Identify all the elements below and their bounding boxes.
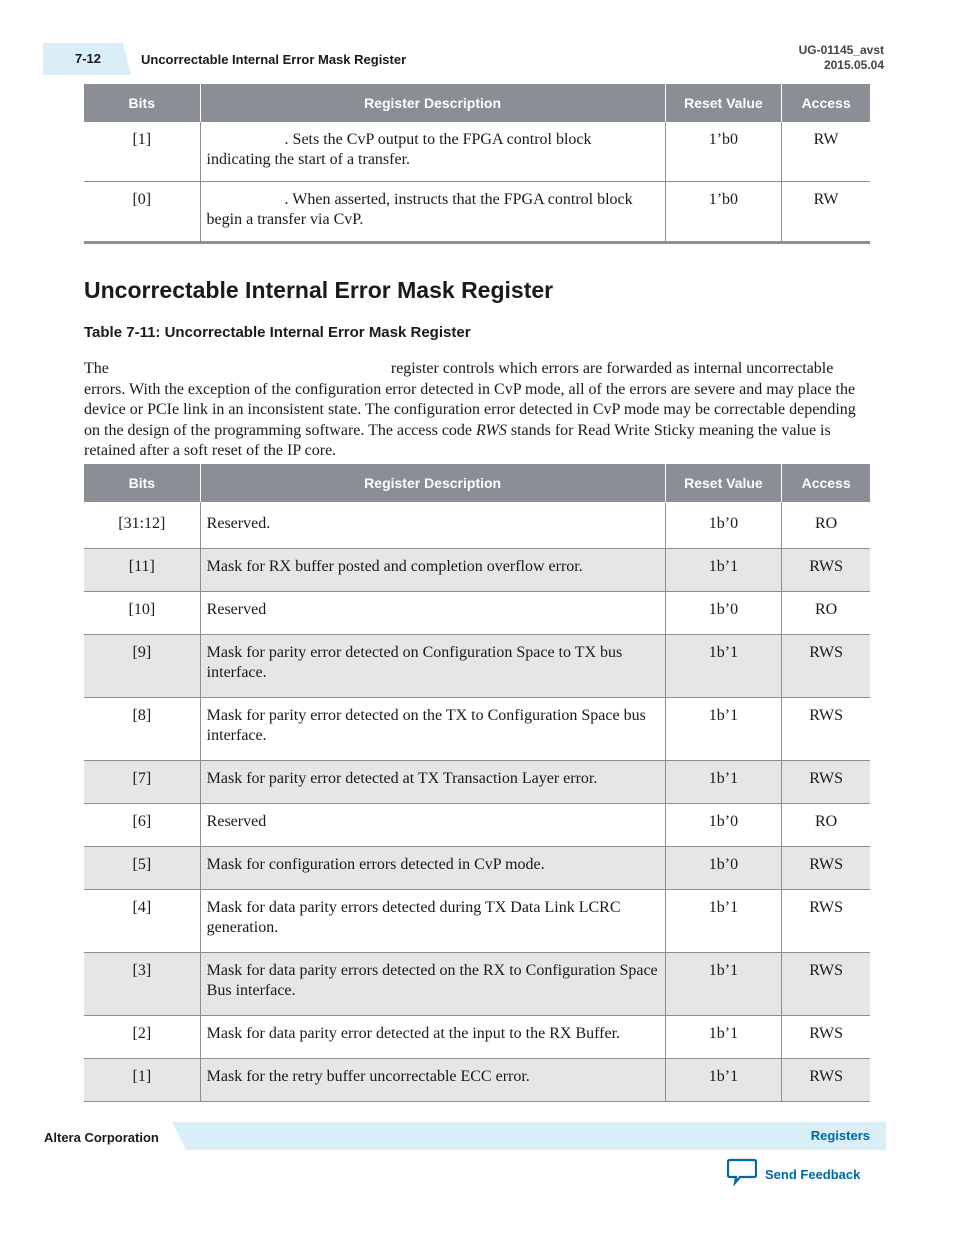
description-cell	[200, 122, 665, 182]
table-row	[84, 890, 870, 953]
header-description: Register Description	[200, 464, 665, 502]
reset-value-cell: 1b’1	[665, 890, 782, 953]
reset-value-cell: 1b’0	[665, 592, 782, 635]
description-cell: Mask for data parity errors detected on the RX to Configuration Space Bus interface.	[200, 953, 665, 1016]
document-id: UG-01145_avst	[798, 43, 884, 57]
header-reset-value: Reset Value	[665, 84, 782, 122]
access-cell: RWS	[782, 549, 870, 592]
description-cell: Reserved	[200, 804, 665, 847]
access-cell: RWS	[782, 698, 870, 761]
table-row	[84, 182, 870, 243]
intro-start: The	[84, 360, 109, 377]
reset-value-cell: 1b’1	[665, 1016, 782, 1059]
reset-value-cell: 1b’0	[665, 502, 782, 549]
reset-value-cell: 1b’1	[665, 953, 782, 1016]
company-name: Altera Corporation	[44, 1130, 159, 1145]
access-cell: RO	[782, 502, 870, 549]
access-cell: RWS	[782, 847, 870, 890]
table-caption: Table 7-11: Uncorrectable Internal Error Mask Register	[84, 324, 471, 341]
intro-end: stands for Read Write Sticky meaning the value is retained after a soft reset of the IP core.	[84, 421, 831, 460]
intro-paragraph	[84, 359, 870, 462]
description-cell: Mask for data parity error detected at the input to the RX Buffer.	[200, 1016, 665, 1059]
table-row	[84, 847, 870, 890]
description-cell	[200, 182, 665, 243]
intro-rest: register controls which errors are forwarded as internal uncorrectable errors. With the exception of the configuration error detected in CvP mode, all of the errors are severe and may place the device or PCIe link in an inconsistent state. The configuration error detected in CvP mode may be correctable depending on the design of the programming software. The access code	[84, 360, 856, 439]
reset-value-cell: 1b’0	[665, 847, 782, 890]
header-access: Access	[782, 84, 870, 122]
bits-cell: [4]	[84, 890, 200, 953]
bits-cell: [9]	[84, 635, 200, 698]
footer-band	[172, 1122, 886, 1150]
access-cell: RWS	[782, 761, 870, 804]
bits-cell: [6]	[84, 804, 200, 847]
table-row	[84, 592, 870, 635]
bits-cell: [3]	[84, 953, 200, 1016]
access-cell: RWS	[782, 1059, 870, 1102]
reset-value-cell: 1’b0	[665, 122, 782, 182]
table-row	[84, 804, 870, 847]
table-row	[84, 953, 870, 1016]
bits-cell: [1]	[84, 1059, 200, 1102]
description-cell: Mask for parity error detected on the TX to Configuration Space bus interface.	[200, 698, 665, 761]
bits-cell: [8]	[84, 698, 200, 761]
table-header-row	[84, 84, 870, 122]
bits-cell: [31:12]	[84, 502, 200, 549]
bits-cell: [7]	[84, 761, 200, 804]
bits-cell: [2]	[84, 1016, 200, 1059]
header-reset-value: Reset Value	[665, 464, 782, 502]
access-cell: RW	[782, 122, 870, 182]
access-cell: RO	[782, 592, 870, 635]
table-row	[84, 635, 870, 698]
reset-value-cell: 1b’1	[665, 698, 782, 761]
table-header-row	[84, 464, 870, 502]
bits-cell: [11]	[84, 549, 200, 592]
table-row	[84, 761, 870, 804]
header-access: Access	[782, 464, 870, 502]
access-cell: RO	[782, 804, 870, 847]
access-cell: RW	[782, 182, 870, 243]
document-id-block	[799, 43, 884, 73]
table-row	[84, 1059, 870, 1102]
table-row	[84, 502, 870, 549]
reset-value-cell: 1’b0	[665, 182, 782, 243]
description-cell: Reserved.	[200, 502, 665, 549]
uncorrectable-error-mask-table	[84, 464, 870, 1102]
description-cell: Mask for parity error detected at TX Transaction Layer error.	[200, 761, 665, 804]
table-row	[84, 1016, 870, 1059]
reset-value-cell: 1b’1	[665, 635, 782, 698]
page-number: 7-12	[75, 51, 102, 66]
bits-cell: [5]	[84, 847, 200, 890]
header-description: Register Description	[200, 84, 665, 122]
send-feedback-button[interactable]	[727, 1158, 860, 1191]
access-code: RWS	[476, 421, 507, 439]
header-bits: Bits	[84, 464, 200, 502]
reset-value-cell: 1b’1	[665, 1059, 782, 1102]
access-cell: RWS	[782, 890, 870, 953]
feedback-icon	[727, 1158, 757, 1191]
running-header-title: Uncorrectable Internal Error Mask Register	[141, 52, 407, 67]
document-date: 2015.05.04	[823, 58, 884, 72]
description-cell: Mask for parity error detected on Configuration Space to TX bus interface.	[200, 635, 665, 698]
description-cell: Mask for RX buffer posted and completion overflow error.	[200, 549, 665, 592]
header-bits: Bits	[84, 84, 200, 122]
access-cell: RWS	[782, 1016, 870, 1059]
access-cell: RWS	[782, 635, 870, 698]
reset-value-cell: 1b’1	[665, 761, 782, 804]
access-cell: RWS	[782, 953, 870, 1016]
reset-value-cell: 1b’0	[665, 804, 782, 847]
description-text: . When asserted, instructs that the FPGA control block begin a transfer via CvP.	[206, 191, 633, 228]
bits-cell: [1]	[84, 122, 200, 182]
section-heading: Uncorrectable Internal Error Mask Register	[84, 277, 554, 303]
description-cell: Mask for data parity errors detected during TX Data Link LCRC generation.	[200, 890, 665, 953]
description-cell: Mask for configuration errors detected in CvP mode.	[200, 847, 665, 890]
registers-link[interactable]: Registers	[810, 1128, 870, 1143]
description-cell: Mask for the retry buffer uncorrectable ECC error.	[200, 1059, 665, 1102]
description-cell: Reserved	[200, 592, 665, 635]
send-feedback-label: Send Feedback	[765, 1167, 861, 1182]
bits-cell: [0]	[84, 182, 200, 243]
table-row	[84, 122, 870, 182]
reset-value-cell: 1b’1	[665, 549, 782, 592]
description-text: . Sets the CvP output to the FPGA control block indicating the start of a transfer.	[206, 131, 592, 168]
bits-cell: [10]	[84, 592, 200, 635]
table-row	[84, 549, 870, 592]
continued-register-table	[84, 84, 870, 244]
table-row	[84, 698, 870, 761]
